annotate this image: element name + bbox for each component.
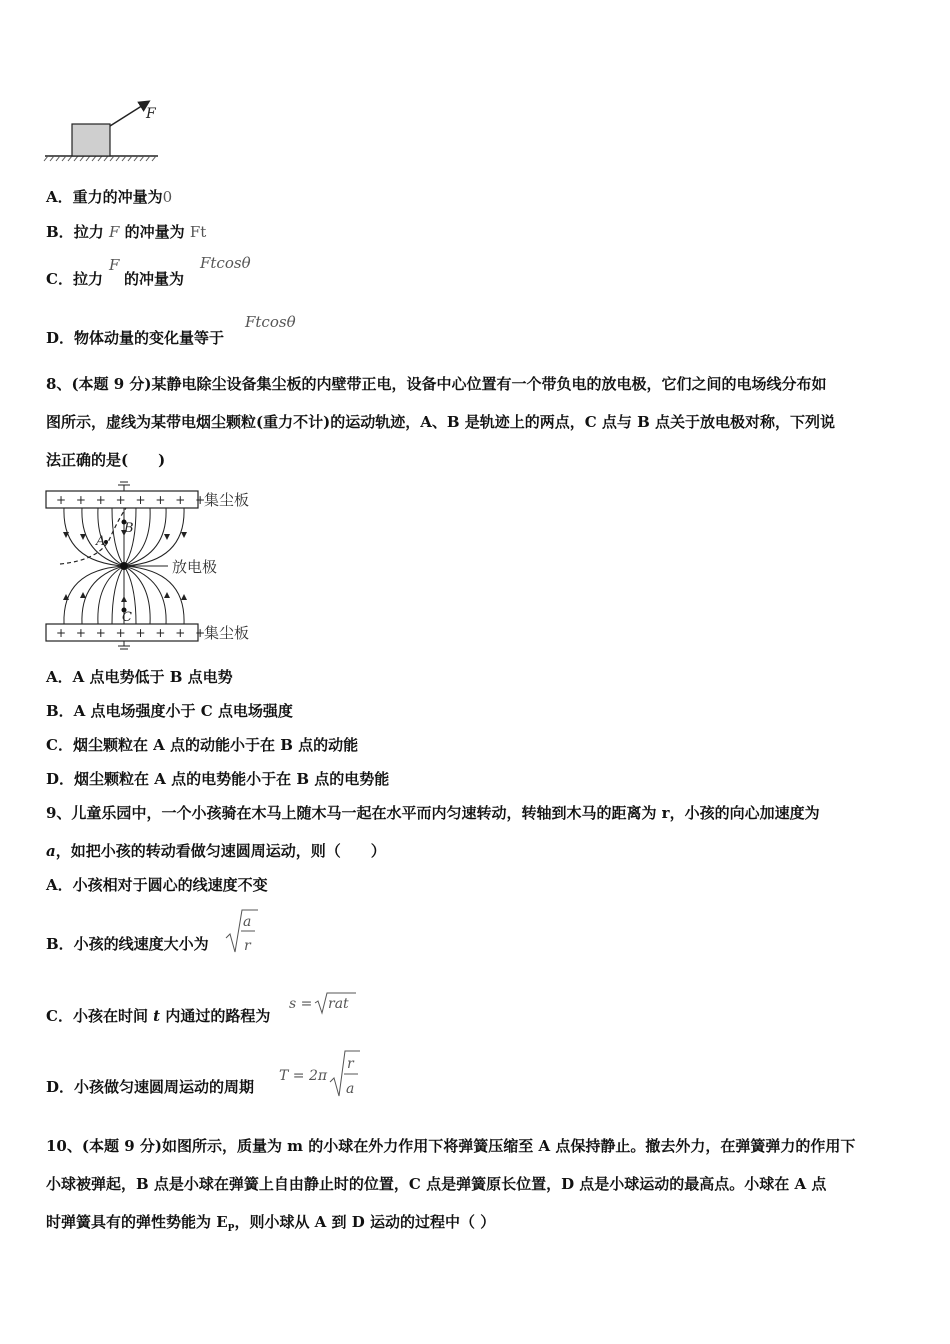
bottom-plate-label: 集尘板 [204,624,250,642]
trajectory [60,508,126,564]
q7-option-b: B．拉力 F 的冲量为 Ft [46,223,207,241]
q10-line2: 小球被弹起，B 点是小球在弹簧上自由静止时的位置，C 点是弹簧原长位置，D 点是小球运动的最高点。小球在 A 点 [46,1175,827,1193]
q7-option-c: C．拉力 [46,270,103,288]
q9-line2: a，如把小孩的转动看做匀速圆周运动，则（ ） [46,842,386,860]
q9-b-formula [224,906,260,958]
svg-text:T = 2π: T = 2π [279,1068,328,1084]
q8-option-d: D．烟尘颗粒在 A 点的电势能小于在 B 点的电势能 [46,770,390,788]
top-plate-signs: + + + + + + + + [56,493,209,507]
force-arrow [110,102,148,126]
q7-c-math: Ftcosθ [200,254,251,272]
q9-option-c: C．小孩在时间 t 内通过的路程为 [46,1007,271,1025]
q10-line1: 10、(本题 9 分)如图所示，质量为 m 的小球在外力作用下将弹簧压缩至 A 点保持静止。撤去外力，在弹簧弹力的作用下 [46,1137,856,1155]
svg-text:r: r [347,1056,354,1072]
electrode [120,562,128,570]
q9-option-b: B．小孩的线速度大小为 [46,935,209,953]
q8-option-a: A．A 点电势低于 B 点电势 [46,668,233,686]
force-label: F [146,106,156,122]
block [72,124,110,156]
point-b-label: B [124,521,134,536]
block-force-figure [40,92,170,164]
q7-option-a: A．重力的冲量为0 [46,188,173,206]
point-a-label: A [96,534,106,549]
bottom-plate-signs: + + + + + + + + [56,626,209,640]
q9-d-formula [278,1048,362,1102]
svg-text:rat: rat [328,996,349,1012]
q10-line3: 时弹簧具有的弹性势能为 $E_P$，则小球从 A 到 D 运动的过程中（ ） [46,1213,496,1234]
q9-line1: 9、儿童乐园中，一个小孩骑在木马上随木马一起在水平而内匀速转动，转轴到木马的距离为 r，小孩的向心加速度为 [46,804,820,822]
q8-line3: 法正确的是( ) [46,451,166,469]
svg-text:s =: s = [289,996,313,1012]
q9-option-a: A．小孩相对于圆心的线速度不变 [46,876,268,894]
q8-line1: 8、(本题 9 分)某静电除尘设备集尘板的内壁带正电，设备中心位置有一个带负电的放电极，它们之间的电场线分布如 [46,375,827,393]
q7-c-text2: 的冲量为 [124,270,185,288]
q7-option-d: D．物体动量的变化量等于 [46,329,225,347]
q8-option-c: C．烟尘颗粒在 A 点的动能小于在 B 点的动能 [46,736,359,754]
q8-line2: 图所示，虚线为某带电烟尘颗粒(重力不计)的运动轨迹，A、B 是轨迹上的两点，C 点与 B 点关于放电极对称，下列说 [46,413,836,431]
q7-d-math: Ftcosθ [245,313,296,331]
svg-text:a: a [346,1081,355,1097]
point-c-label: C [122,610,132,625]
q9-c-formula [288,990,358,1018]
electrode-label: 放电极 [172,558,218,576]
q9-option-d: D．小孩做匀速圆周运动的周期 [46,1078,255,1096]
svg-text:r: r [244,938,251,954]
svg-text:a: a [243,914,252,930]
q8-option-b: B．A 点电场强度小于 C 点电场强度 [46,702,293,720]
precipitator-figure [40,478,270,654]
q7-c-math-f: F [109,256,120,274]
top-plate-label: 集尘板 [204,491,250,509]
